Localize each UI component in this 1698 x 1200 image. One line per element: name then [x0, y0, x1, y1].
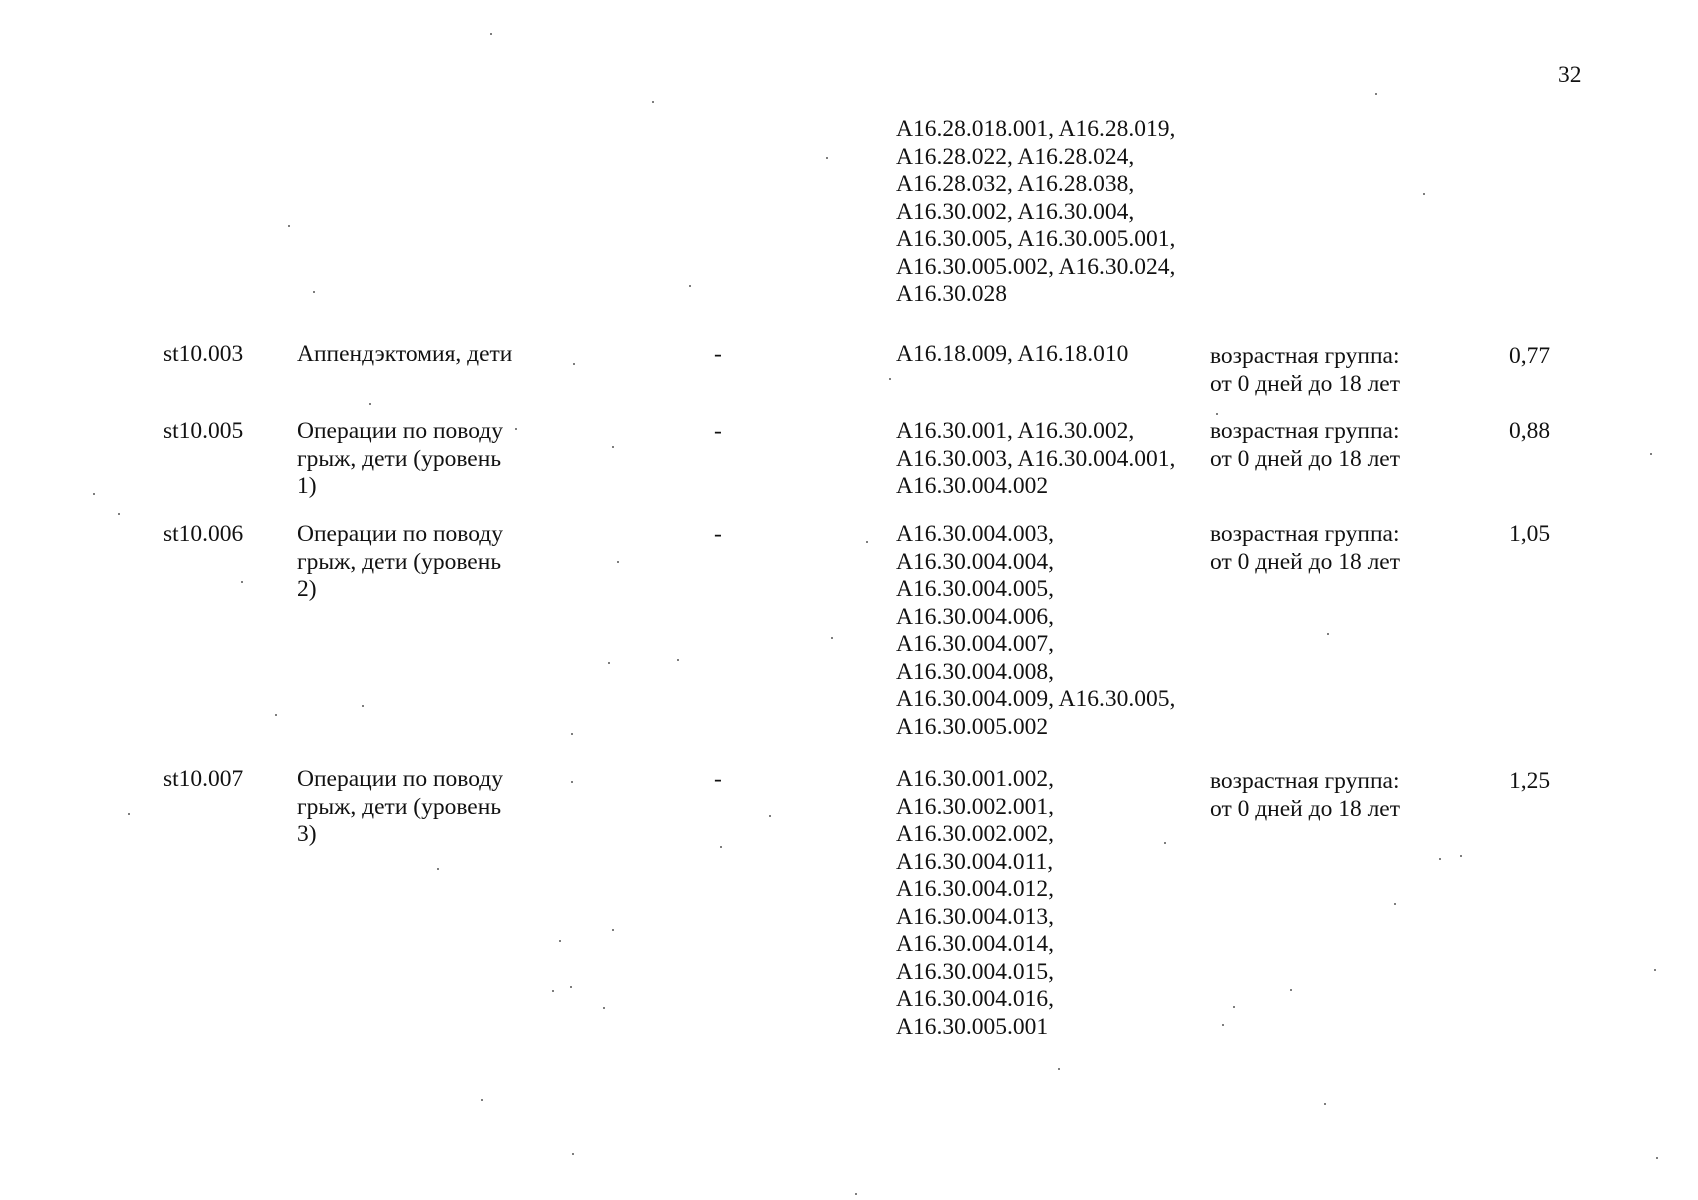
condition-line: возрастная группа: — [1210, 768, 1400, 794]
operation-line: A16.30.004.008, — [896, 658, 1054, 685]
row-name-line: грыж, дети (уровень — [297, 445, 502, 472]
row-operations — [896, 521, 1175, 741]
condition-line: от 0 дней до 18 лет — [1210, 795, 1401, 822]
scan-speck — [617, 561, 619, 563]
row-code: st10.003 — [163, 341, 244, 367]
condition-line: возрастная группа: — [1210, 521, 1400, 547]
scan-speck — [612, 446, 614, 448]
scan-speck — [1058, 1068, 1060, 1070]
scan-speck — [1654, 969, 1656, 971]
scan-speck — [490, 33, 492, 35]
row-condition — [1210, 521, 1400, 576]
operation-line: A16.30.004.011, — [896, 848, 1054, 875]
scan-speck — [1423, 193, 1425, 195]
scan-speck — [552, 990, 554, 992]
row-name-line: 2) — [297, 576, 317, 602]
scan-speck — [515, 428, 517, 430]
page-number: 32 — [1558, 62, 1582, 88]
operation-line: A16.30.004.012, — [896, 876, 1054, 902]
operation-line: A16.30.004.006, — [896, 603, 1054, 630]
scan-speck — [313, 291, 315, 293]
row-condition — [1210, 768, 1400, 823]
condition-line: возрастная группа: — [1210, 343, 1400, 369]
row-name — [297, 418, 542, 501]
operation-line: A16.30.004.009, A16.30.005, — [896, 686, 1176, 712]
row-condition — [1210, 343, 1400, 398]
operation-line: A16.30.003, A16.30.004.001, — [896, 445, 1176, 472]
operation-line: A16.28.018.001, A16.28.019, — [896, 116, 1176, 142]
scan-speck — [1650, 453, 1652, 455]
continued-operations-cell — [896, 116, 1175, 309]
row-name-line: Операции по поводу — [297, 766, 504, 792]
scan-speck — [1216, 413, 1218, 415]
row-dash: - — [714, 418, 722, 444]
scan-speck — [855, 1193, 857, 1195]
operation-line: A16.30.004.003, — [896, 521, 1054, 547]
row-code: st10.005 — [163, 418, 244, 444]
row-dash: - — [714, 341, 722, 367]
operation-line: A16.30.005.002 — [896, 713, 1049, 740]
operation-line: A16.30.004.007, — [896, 631, 1054, 657]
scan-speck — [570, 986, 572, 988]
row-code: st10.007 — [163, 766, 244, 792]
condition-line: от 0 дней до 18 лет — [1210, 548, 1401, 575]
operation-line: A16.30.005, A16.30.005.001, — [896, 226, 1176, 252]
row-dash: - — [714, 766, 722, 792]
condition-line: от 0 дней до 18 лет — [1210, 370, 1401, 397]
scan-speck — [866, 541, 868, 543]
scan-speck — [769, 815, 771, 817]
scan-speck — [437, 868, 439, 870]
row-name — [297, 766, 542, 849]
scan-speck — [275, 714, 277, 716]
operation-line: A16.30.002.001, — [896, 793, 1054, 820]
row-operations — [896, 341, 1128, 369]
condition-line: от 0 дней до 18 лет — [1210, 445, 1401, 472]
operation-line: A16.30.002, A16.30.004, — [896, 198, 1135, 225]
row-name-line: Операции по поводу — [297, 521, 504, 547]
scan-speck — [362, 705, 364, 707]
operation-line: A16.18.009, A16.18.010 — [896, 341, 1129, 367]
operation-line: A16.30.004.015, — [896, 958, 1054, 985]
operation-line: A16.30.001.002, — [896, 766, 1054, 792]
scan-speck — [1394, 903, 1396, 905]
scan-speck — [288, 225, 290, 227]
scan-speck — [573, 363, 575, 365]
scan-speck — [93, 493, 95, 495]
row-coefficient: 0,88 — [1509, 418, 1551, 444]
row-operations — [896, 418, 1175, 501]
row-condition — [1210, 418, 1400, 473]
scan-speck — [889, 378, 891, 380]
operation-line: A16.30.004.016, — [896, 986, 1054, 1012]
scan-speck — [128, 813, 130, 815]
scan-speck — [572, 1153, 574, 1155]
operation-line: A16.28.032, A16.28.038, — [896, 171, 1135, 197]
scan-speck — [720, 846, 722, 848]
scan-speck — [1290, 989, 1292, 991]
row-coefficient: 1,25 — [1509, 768, 1551, 794]
row-name — [297, 341, 542, 369]
operation-line: A16.30.004.013, — [896, 903, 1054, 930]
scan-speck — [1164, 842, 1166, 844]
scan-speck — [369, 403, 371, 405]
row-code: st10.006 — [163, 521, 244, 547]
scan-speck — [571, 781, 573, 783]
operation-line: A16.30.004.002 — [896, 473, 1049, 499]
row-name — [297, 521, 542, 604]
scan-speck — [1324, 1103, 1326, 1105]
row-name-line: 1) — [297, 473, 317, 499]
scan-speck — [1222, 1024, 1224, 1026]
row-name-line: грыж, дети (уровень — [297, 793, 502, 820]
condition-line: возрастная группа: — [1210, 418, 1400, 444]
row-dash: - — [714, 521, 722, 547]
operation-line: A16.30.004.004, — [896, 548, 1054, 575]
scan-speck — [1656, 1157, 1658, 1159]
operation-line: A16.30.001, A16.30.002, — [896, 418, 1135, 444]
scan-speck — [1327, 633, 1329, 635]
scan-speck — [1439, 858, 1441, 860]
scan-speck — [118, 513, 120, 515]
scan-speck — [826, 157, 828, 159]
operation-line: A16.30.028 — [896, 281, 1007, 307]
row-operations — [896, 766, 1054, 1041]
operation-line: A16.30.005.001 — [896, 1013, 1049, 1040]
row-coefficient: 0,77 — [1509, 343, 1551, 369]
scan-speck — [652, 101, 654, 103]
row-name-line: грыж, дети (уровень — [297, 548, 502, 575]
scan-speck — [612, 929, 614, 931]
operation-line: A16.30.004.005, — [896, 576, 1054, 602]
scan-speck — [481, 1099, 483, 1101]
operation-line: A16.30.002.002, — [896, 821, 1054, 847]
scan-speck — [689, 285, 691, 287]
scan-speck — [1460, 855, 1462, 857]
scan-speck — [608, 662, 610, 664]
scan-speck — [603, 1007, 605, 1009]
row-name-line: 3) — [297, 821, 317, 847]
row-name-line: Операции по поводу — [297, 418, 504, 444]
row-name-line: Аппендэктомия, дети — [297, 341, 513, 367]
scan-speck — [241, 581, 243, 583]
scan-speck — [677, 659, 679, 661]
scan-speck — [571, 733, 573, 735]
scan-speck — [559, 940, 561, 942]
scan-speck — [1233, 1006, 1235, 1008]
row-coefficient: 1,05 — [1509, 521, 1551, 547]
operation-line: A16.30.004.014, — [896, 931, 1054, 957]
operation-line: A16.28.022, A16.28.024, — [896, 143, 1135, 170]
scan-speck — [831, 637, 833, 639]
operation-line: A16.30.005.002, A16.30.024, — [896, 253, 1176, 280]
scan-speck — [1375, 93, 1377, 95]
